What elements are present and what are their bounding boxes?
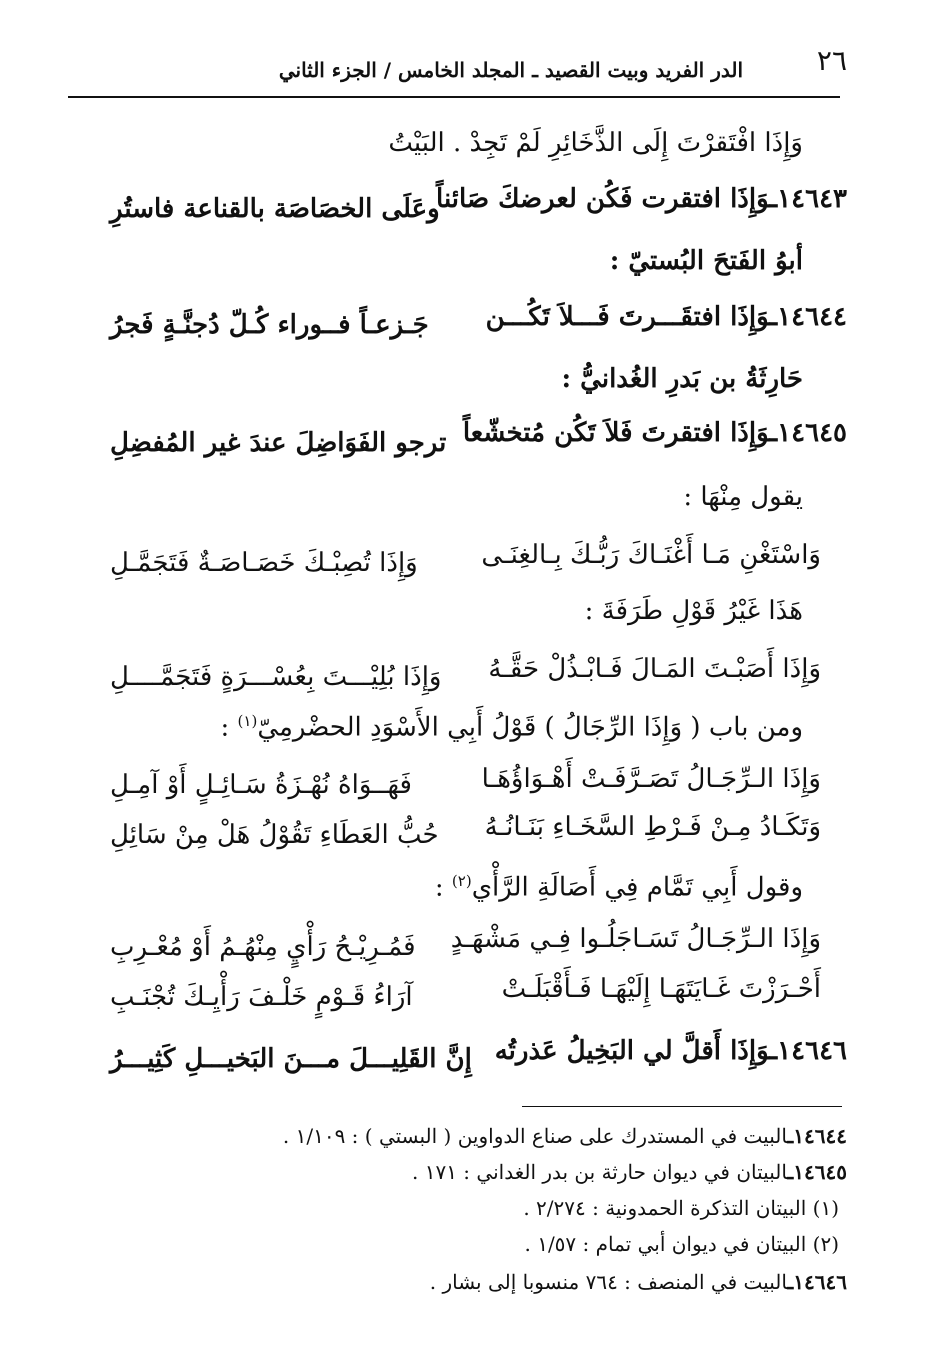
footnote-text: البيت في المنصف : ٧٦٤ منسوبا إلى بشار . <box>429 1270 788 1294</box>
prose-line: وَإِذَا افْتَقرْتَ إِلَى الذَّخَائِرِ لَمْ تَجِدْ . البَيْتُ <box>388 128 803 158</box>
prose-text: وقول أَبِي تَمَّام فِي أَصَالَةِ الرَّأْي <box>471 872 803 903</box>
verse-second-hemistich: فَهَــوَاهُ نُهْـزَةُ سَـائِـلٍ أَوْ آمِـلِ <box>110 770 412 800</box>
footnote-number: ١٤٦٤٤ـ <box>787 1124 847 1148</box>
prose-text: : <box>220 712 238 743</box>
verse-first-hemistich: وَاسْتَغْنِ مَـا أَغْنَـاكَ رَبُّـكَ بِـالغِنَـى <box>481 540 821 570</box>
verse-second-hemistich: آرَاءُ قَـوْمٍ خَلْـفَ رَأْيِـكَ تُجْنَـبِ <box>110 982 413 1012</box>
footnote-14646 <box>430 1270 847 1294</box>
hemistich-text: وَإِذَا افتقَـــرتَ فَـــلاَ تَكُـــن <box>485 302 770 332</box>
prose-line: هَذَا غَيْرُ قَوْلِ طَرَفَةَ : <box>584 596 803 626</box>
verse-number: ١٤٦٤٦ـ <box>769 1036 847 1066</box>
verse-14645-second-hemistich: ترجو الفَوَاضِلَ عندَ غير المُفضِلِ <box>110 428 447 458</box>
footnote-text: البيتان في ديوان حارثة بن بدر الغداني : ١٧١ . <box>412 1160 788 1184</box>
verse-14643-second-hemistich: وعَلَى الخصَاصَة بالقناعة فاستُرِ <box>110 194 440 224</box>
verse-first-hemistich: وَإِذَا الـرِّجَـالُ تَصَـرَّفَـتْ أَهْـوَاؤُهَـا <box>481 764 821 794</box>
verse-second-hemistich: حُبُّ العَطَاءِ تَقُوْلُ هَلْ مِنْ سَائِلِ <box>110 820 439 850</box>
verse-14646-second-hemistich: إِنَّ القَلِيـــلَ مـــنَ البَخيـــلِ كَثِيـــرُ <box>110 1044 472 1074</box>
prose-line <box>435 872 803 903</box>
footnote-2: (٢) البيتان في ديوان أبي تمام : ١/٥٧ . <box>524 1232 839 1256</box>
verse-first-hemistich: أَحْـرَزْتَ غَـايَتَهَـا إِلَيْهَـا فَـأَقْبَلَـتْ <box>501 974 821 1004</box>
verse-first-hemistich: وَإِذَا الـرِّجَـالُ تَسَـاجَلُـوا فِـي مَشْهَـدٍ <box>450 924 821 954</box>
verse-number: ١٤٦٤٤ـ <box>769 302 847 332</box>
running-title: الدر الفريد وبيت القصيد ـ المجلد الخامس / الجزء الثاني <box>278 58 743 82</box>
header-rule <box>68 96 840 98</box>
page-number: ٢٦ <box>816 44 847 77</box>
hemistich-text: وَإِذَا أَقلَّ لي البَخِيلُ عَذرتُه <box>494 1036 770 1066</box>
footnote-14645 <box>412 1160 847 1184</box>
prose-line <box>221 712 804 743</box>
footnote-number: ١٤٦٤٦ـ <box>787 1270 847 1294</box>
verse-14645-first-hemistich <box>463 418 847 448</box>
verse-14644-second-hemistich: جَـزعـاً فــوراء كُـلّ دُجنَّـةٍ فَجرُ <box>110 310 429 340</box>
footnote-text: البيت في المستدرك على صناع الدواوين ( البستي ) : ١/١٠٩ . <box>282 1124 788 1148</box>
hemistich-text: وَإِذَا افتقرتَ فَلاَ تَكُن مُتخشّعاً <box>462 418 770 448</box>
verse-first-hemistich: وَتَكَـادُ مِـنْ فَـرْطِ السَّخَـاءِ بَنَـانُـهُ <box>484 812 821 842</box>
footnote-rule <box>522 1106 842 1107</box>
verse-number: ١٤٦٤٣ـ <box>769 184 847 214</box>
verse-number: ١٤٦٤٥ـ <box>769 418 847 448</box>
footnote-marker: (٢) <box>451 872 472 890</box>
verse-second-hemistich: وَإِذَا بُلِيْـــتَ بِعُسْـــرَةٍ فَتَجَمَّــــلِ <box>110 662 442 692</box>
verse-second-hemistich: وَإِذَا تُصِبْـكَ خَصَـاصَـةٌ فَتَجَمَّـلِ <box>110 548 418 578</box>
prose-line: يقول مِنْهَا : <box>683 482 803 512</box>
poet-attribution: حَارِثَةُ بن بَدرِ الغُدانيُّ : <box>561 364 803 394</box>
verse-second-hemistich: فَمُـرِيْـحُ رَأْيٍ مِنْهُـمُ أَوْ مُعْـرِبِ <box>110 932 416 962</box>
poet-attribution: أبوُ الفَتحَ البُستيّ : <box>609 246 803 276</box>
verse-14646-first-hemistich <box>495 1036 847 1066</box>
prose-text: ومن باب ( وَإِذَا الرِّجَالُ ) قَوْلُ أَبِي الأَسْوَدِ الحضْرمِيّ <box>257 712 803 743</box>
hemistich-text: وَإِذَا افتقرت فَكُن لعرضكَ صَائناً <box>436 184 770 214</box>
footnote-number: ١٤٦٤٥ـ <box>787 1160 847 1184</box>
footnote-14644 <box>283 1124 847 1148</box>
prose-text: : <box>434 872 452 903</box>
footnote-marker: (١) <box>237 712 258 730</box>
verse-first-hemistich: وَإِذَا أَصَبْـتَ المَـالَ فَـابْـذُلْ حَقَّـهُ <box>488 654 821 684</box>
verse-14643-first-hemistich <box>436 184 847 214</box>
verse-14644-first-hemistich <box>486 302 847 332</box>
footnote-1: (١) البيتان التذكرة الحمدونية : ٢/٢٧٤ . <box>523 1196 839 1220</box>
